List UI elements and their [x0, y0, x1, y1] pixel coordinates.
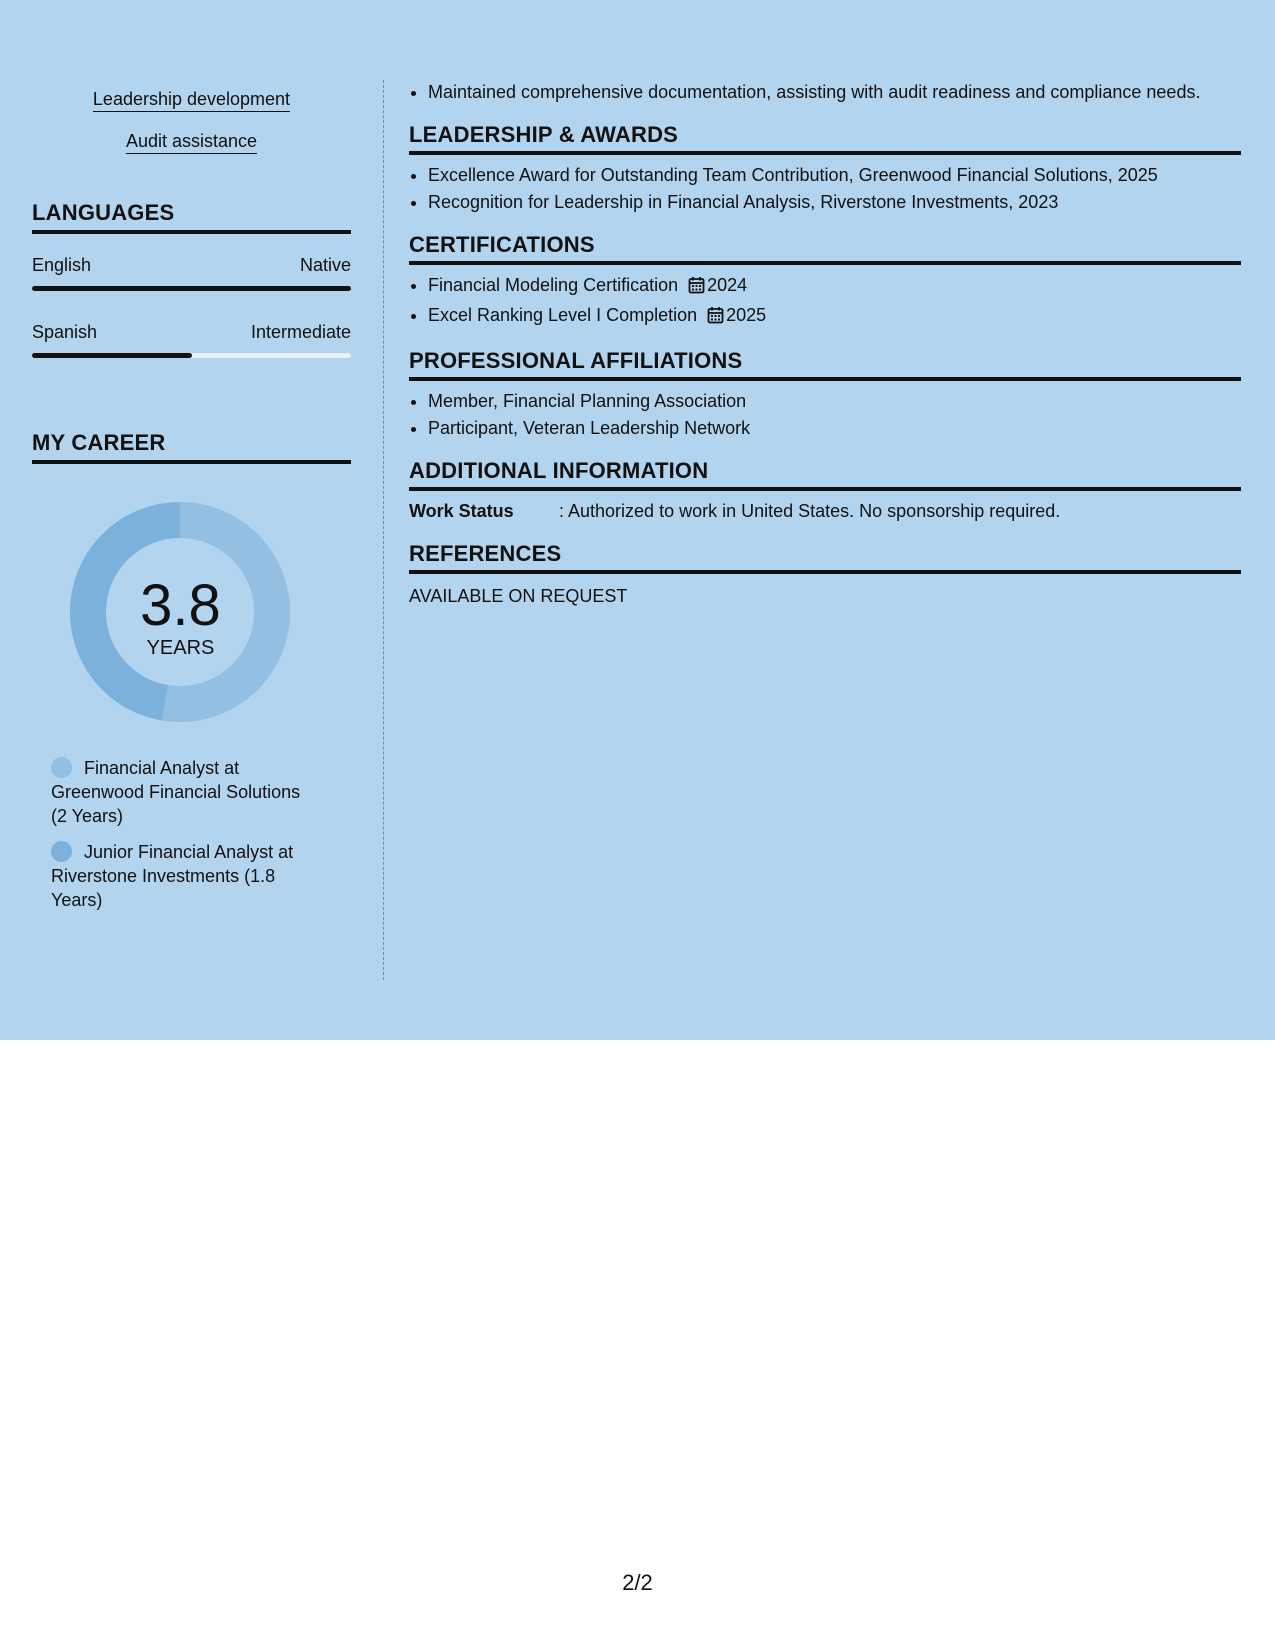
certification-year: 2024	[707, 275, 748, 295]
references-section	[409, 541, 1241, 608]
languages-section	[32, 200, 351, 358]
languages-heading: LANGUAGES	[32, 200, 351, 234]
references-text: AVAILABLE ON REQUEST	[409, 586, 628, 606]
language-item	[32, 321, 351, 358]
skill-label: Leadership development	[93, 89, 290, 112]
career-section	[32, 430, 351, 912]
career-legend	[32, 756, 351, 912]
certifications-list	[409, 273, 1241, 330]
language-proficiency-fill	[32, 353, 192, 358]
affiliations-heading: PROFESSIONAL AFFILIATIONS	[409, 348, 1241, 381]
experience-bullets	[409, 80, 1241, 104]
experience-bullet: • Maintained comprehensive documentation, assisting with audit readiness and compliance needs.	[428, 80, 1241, 104]
career-total-value: 3.8	[140, 573, 221, 638]
left-column	[32, 80, 351, 912]
work-status-label: Work Status	[409, 501, 514, 521]
calendar-icon	[688, 276, 705, 300]
skill-item	[32, 88, 351, 110]
certification-year: 2025	[726, 305, 767, 325]
skill-item	[32, 130, 351, 152]
awards-heading: LEADERSHIP & AWARDS	[409, 122, 1241, 155]
legend-item	[51, 756, 321, 828]
legend-item	[51, 840, 321, 912]
awards-list	[409, 163, 1241, 214]
additional-heading: ADDITIONAL INFORMATION	[409, 458, 1241, 491]
certifications-section	[409, 232, 1241, 330]
certification-name: Financial Modeling Certification	[428, 275, 679, 295]
affiliations-list	[409, 389, 1241, 440]
language-proficiency-fill	[32, 286, 351, 291]
language-name: Spanish	[32, 322, 98, 342]
legend-label: Junior Financial Analyst at Riverstone Investments (1.8 Years)	[51, 842, 294, 910]
language-level: Native	[299, 255, 351, 275]
career-donut-chart	[32, 502, 351, 742]
language-proficiency-bar	[32, 353, 351, 358]
affiliations-section	[409, 348, 1241, 440]
skill-label: Audit assistance	[126, 131, 257, 154]
career-heading: MY CAREER	[32, 430, 351, 464]
right-column	[409, 80, 1241, 608]
work-status-value: : Authorized to work in United States. No sponsorship required.	[559, 501, 1061, 521]
certifications-heading: CERTIFICATIONS	[409, 232, 1241, 265]
legend-dot-icon	[51, 841, 72, 862]
work-status-row	[409, 499, 1241, 523]
certification-item	[428, 273, 1241, 300]
award-item: • Recognition for Leadership in Financial Analysis, Riverstone Investments, 2023	[428, 190, 1241, 214]
additional-section	[409, 458, 1241, 523]
language-level: Intermediate	[250, 322, 351, 342]
column-divider	[383, 80, 384, 980]
legend-dot-icon	[51, 757, 72, 778]
language-name: English	[32, 255, 92, 275]
calendar-icon	[707, 306, 724, 330]
page-number: 2/2	[622, 1570, 653, 1595]
language-proficiency-bar	[32, 286, 351, 291]
affiliation-item: • Member, Financial Planning Association	[428, 389, 1241, 413]
language-item	[32, 254, 351, 291]
references-heading: REFERENCES	[409, 541, 1241, 574]
career-total	[32, 573, 329, 660]
awards-section	[409, 122, 1241, 214]
certification-item	[428, 303, 1241, 330]
career-total-unit: YEARS	[146, 637, 215, 659]
certification-name: Excel Ranking Level I Completion	[428, 305, 698, 325]
award-item: • Excellence Award for Outstanding Team Contribution, Greenwood Financial Solutions, 2025	[428, 163, 1241, 187]
affiliation-item: • Participant, Veteran Leadership Network	[428, 416, 1241, 440]
legend-label: Financial Analyst at Greenwood Financial Solutions (2 Years)	[51, 758, 301, 826]
